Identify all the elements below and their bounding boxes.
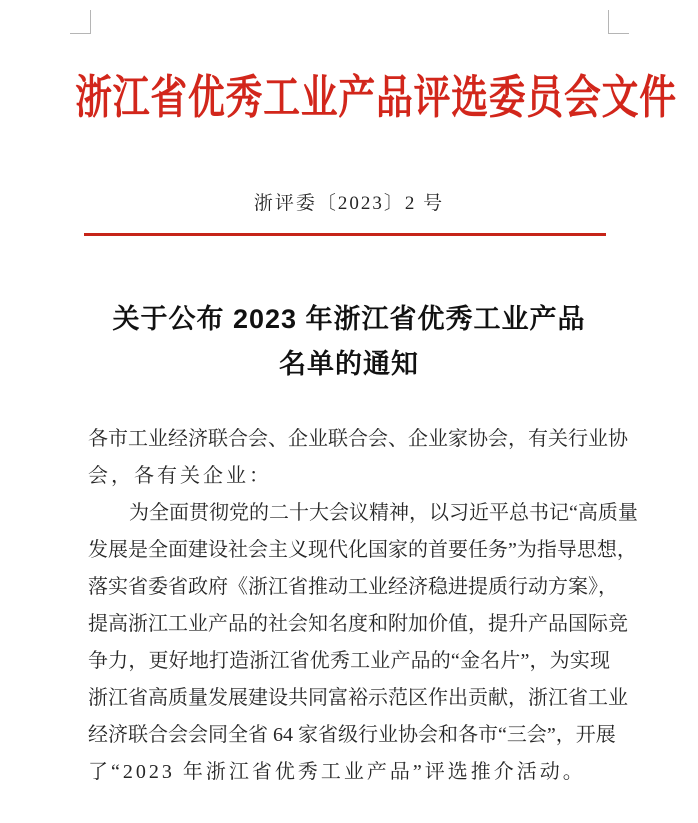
document-number: 浙评委〔2023〕2 号 xyxy=(253,193,445,214)
red-header-banner xyxy=(0,72,698,124)
paragraph-line: 落实省委省政府《浙江省推动工业经济稳进提质行动方案》， xyxy=(88,576,618,598)
text-boundary-mark-left xyxy=(70,10,91,34)
paragraph-line: 争力，更好地打造浙江省优秀工业产品的“金名片”，为实现 xyxy=(88,650,610,672)
notice-title-line-2: 名单的通知 xyxy=(279,349,419,379)
issuing-committee-title: 浙江省优秀工业产品评选委员会文件 xyxy=(75,72,677,123)
paragraph-line: 为全面贯彻党的二十大会议精神，以习近平总书记“高质量 xyxy=(129,502,638,524)
salutation-line: 各市工业经济联合会、企业联合会、企业家协会，有关行业协 xyxy=(88,428,628,450)
paragraph-line: 了“2023 年浙江省优秀工业产品”评选推介活动。 xyxy=(88,761,586,783)
paragraph-line: 浙江省高质量发展建设共同富裕示范区作出贡献，浙江省工业 xyxy=(88,687,628,709)
paragraph-line: 提高浙江工业产品的社会知名度和附加价值，提升产品国际竞 xyxy=(88,613,628,635)
notice-body xyxy=(88,421,638,791)
red-separator-line xyxy=(84,233,606,236)
notice-title xyxy=(88,297,610,387)
paragraph-line: 经济联合会会同全省 64 家省级行业协会和各市“三会”，开展 xyxy=(88,724,616,746)
text-boundary-mark-right xyxy=(608,10,629,34)
notice-title-line-1: 关于公布 2023 年浙江省优秀工业产品 xyxy=(112,304,586,334)
salutation-line: 会，各有关企业： xyxy=(88,465,272,487)
paragraph-line: 发展是全面建设社会主义现代化国家的首要任务”为指导思想， xyxy=(88,539,637,561)
